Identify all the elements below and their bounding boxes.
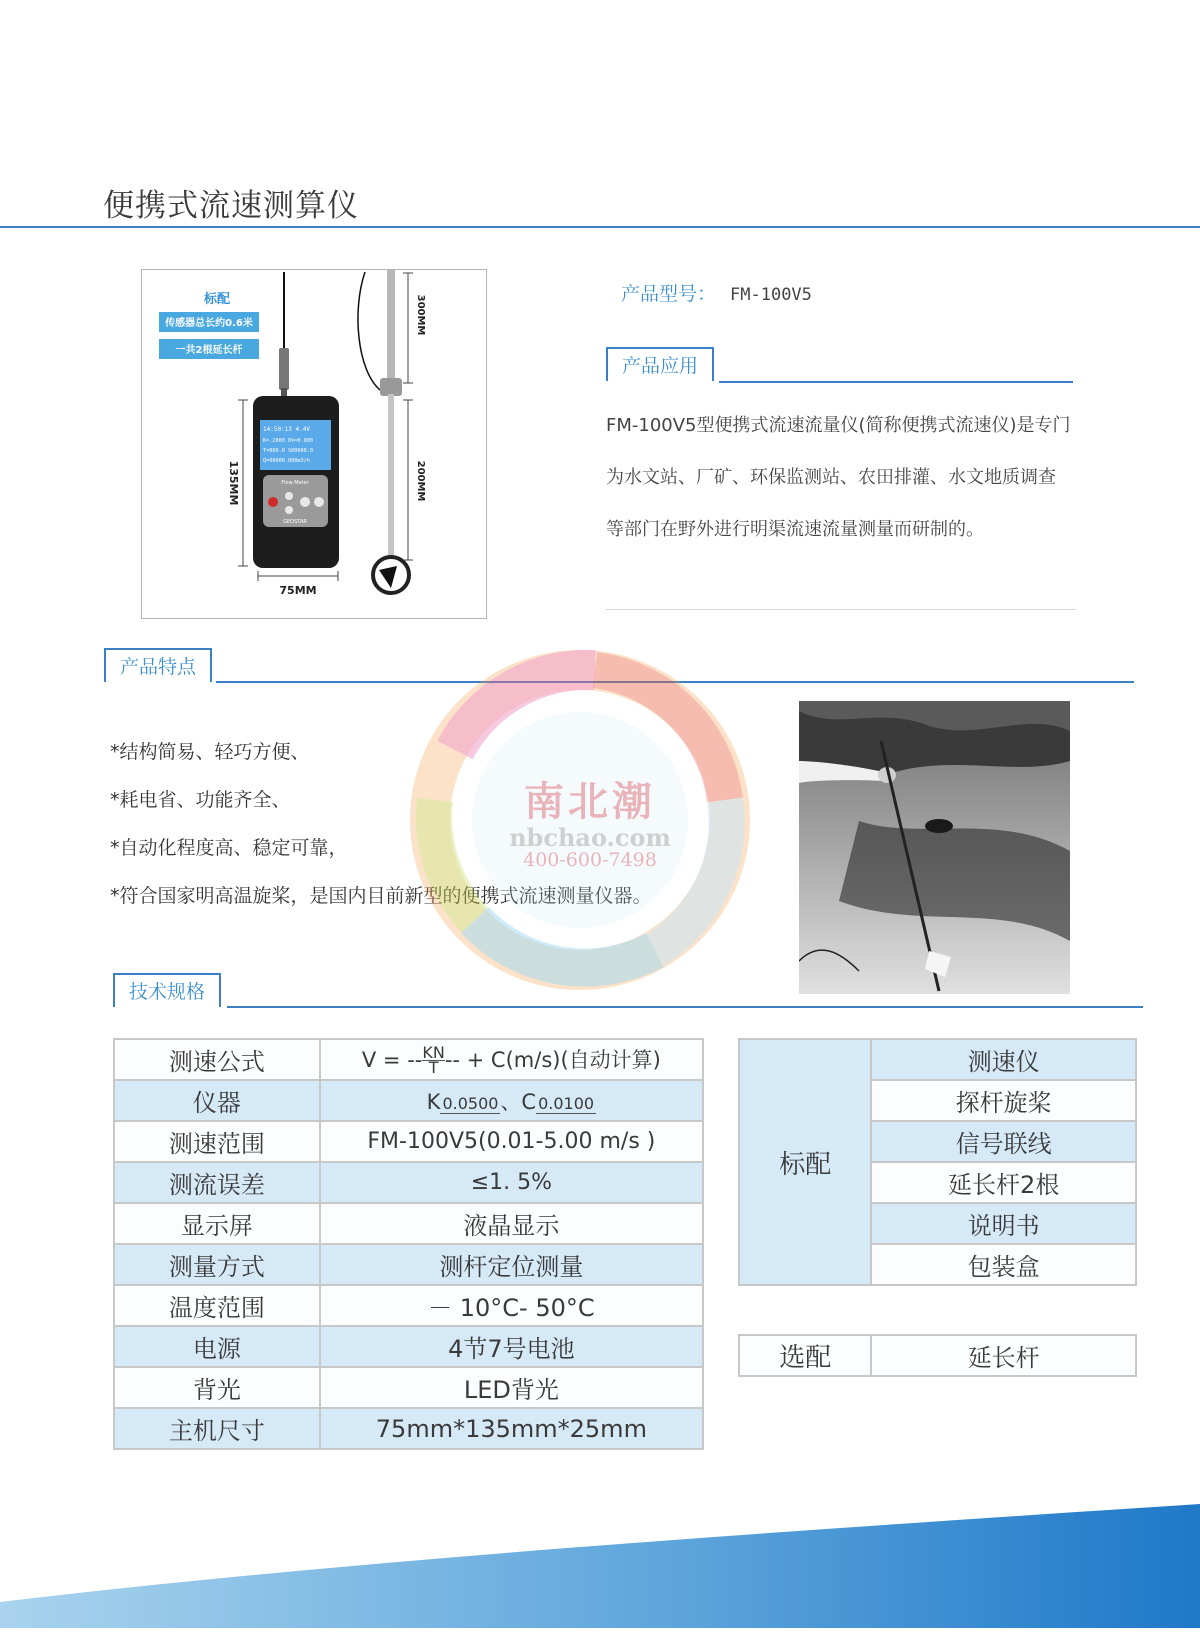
spec-instrument: K 0.0500、C 0.0100 [320, 1080, 703, 1121]
spec-value: － 10°C- 50°C [320, 1285, 703, 1326]
section-divider [606, 609, 1076, 610]
table-row [114, 1408, 703, 1449]
svg-text:Flow Meter: Flow Meter [281, 480, 309, 486]
badge-line-1: 传感器总长约0.6米 [165, 318, 253, 329]
optional-table [738, 1334, 1137, 1377]
standard-item: 信号联线 [871, 1121, 1136, 1162]
spec-value: 4节7号电池 [320, 1326, 703, 1367]
spec-label: 测量方式 [114, 1244, 320, 1285]
svg-text:14:50:13 4.4V: 14:50:13 4.4V [263, 426, 310, 433]
spec-label: 测速范围 [114, 1121, 320, 1162]
table-row [114, 1367, 703, 1408]
spec-label: 电源 [114, 1326, 320, 1367]
specs-divider [227, 1006, 1143, 1008]
spec-table [113, 1038, 704, 1450]
table-row [114, 1326, 703, 1367]
spec-value: ≤1. 5% [320, 1162, 703, 1203]
watermark-phone: 400-600-7498 [523, 849, 657, 871]
spec-label: 显示屏 [114, 1203, 320, 1244]
dim-top-rod: 300MM [415, 294, 426, 336]
spec-label: 测流误差 [114, 1162, 320, 1203]
standard-item: 包装盒 [871, 1244, 1136, 1285]
table-row [114, 1162, 703, 1203]
application-line: FM-100V5型便携式流速流量仪(简称便携式流速仪)是专门 [606, 415, 1071, 436]
table-row [114, 1203, 703, 1244]
product-model [621, 279, 812, 306]
spec-value: FM-100V5(0.01-5.00 m/s ) [320, 1121, 703, 1162]
flow-meter-illustration [142, 270, 486, 618]
product-image [141, 269, 487, 619]
svg-text:K=.2000 0V=0.000: K=.2000 0V=0.000 [263, 438, 313, 444]
spec-label: 测速公式 [114, 1039, 320, 1080]
optional-item: 延长杆 [871, 1335, 1136, 1376]
title-divider [0, 226, 1200, 228]
standard-item: 探杆旋桨 [871, 1080, 1136, 1121]
tab-application: 产品应用 [606, 347, 714, 381]
watermark-cn: 南北潮 [524, 778, 656, 825]
field-measurement-photo [799, 701, 1070, 994]
application-text [606, 400, 1126, 556]
spec-label: 主机尺寸 [114, 1408, 320, 1449]
spec-value: 液晶显示 [320, 1203, 703, 1244]
model-label: 产品型号： [621, 283, 717, 305]
feature-item: *符合国家明高温旋桨，是国内目前新型的便携式流速测量仪器。 [110, 885, 652, 907]
table-row [739, 1335, 1136, 1376]
svg-text:GEOSTAR: GEOSTAR [283, 519, 307, 525]
standard-item: 测速仪 [871, 1039, 1136, 1080]
spec-label: 温度范围 [114, 1285, 320, 1326]
spec-label: 仪器 [114, 1080, 320, 1121]
feature-item: *耗电省、功能齐全、 [110, 789, 291, 811]
tab-features: 产品特点 [104, 648, 212, 682]
table-row [114, 1080, 703, 1121]
standard-item: 延长杆2根 [871, 1162, 1136, 1203]
feature-item: *自动化程度高、稳定可靠， [110, 837, 348, 859]
spec-value: LED背光 [320, 1367, 703, 1408]
tab-specs: 技术规格 [113, 973, 221, 1007]
application-line: 等部门在野外进行明渠流速流量测量而研制的。 [606, 519, 984, 540]
application-divider [719, 381, 1073, 383]
dim-height: 135MM [227, 460, 240, 506]
table-row [114, 1039, 703, 1080]
standard-table [738, 1038, 1137, 1286]
watermark-url: nbchao.com [509, 823, 671, 852]
spec-label: 背光 [114, 1367, 320, 1408]
spec-formula: V = -- $\frac{KN}{T}$ -- + C(m/s)(自动计算) [320, 1039, 703, 1080]
spec-value: 测杆定位测量 [320, 1244, 703, 1285]
table-row [739, 1039, 1136, 1080]
standard-label: 标配 [739, 1039, 871, 1285]
dim-mid-rod: 200MM [415, 460, 426, 502]
model-value: FM-100V5 [730, 285, 812, 305]
svg-text:Q=00000.000m3/h: Q=00000.000m3/h [263, 458, 310, 464]
optional-label: 选配 [739, 1335, 871, 1376]
svg-text:T=000.0 S00000.0: T=000.0 S00000.0 [263, 448, 313, 454]
features-divider [216, 681, 1134, 683]
table-row [114, 1244, 703, 1285]
application-line: 为水文站、厂矿、环保监测站、农田排灌、水文地质调查 [606, 467, 1056, 488]
table-row [114, 1121, 703, 1162]
badge-title: 标配 [204, 292, 231, 307]
watermark-text [490, 770, 690, 871]
badge-line-2: 一共2根延长杆 [175, 345, 243, 356]
dim-width: 75MM [279, 584, 317, 597]
standard-item: 说明书 [871, 1203, 1136, 1244]
page-title: 便携式流速测算仪 [103, 188, 359, 224]
footer-wave [0, 1490, 1200, 1628]
table-row [114, 1285, 703, 1326]
spec-value: 75mm*135mm*25mm [320, 1408, 703, 1449]
feature-item: *结构简易、轻巧方便、 [110, 741, 310, 763]
